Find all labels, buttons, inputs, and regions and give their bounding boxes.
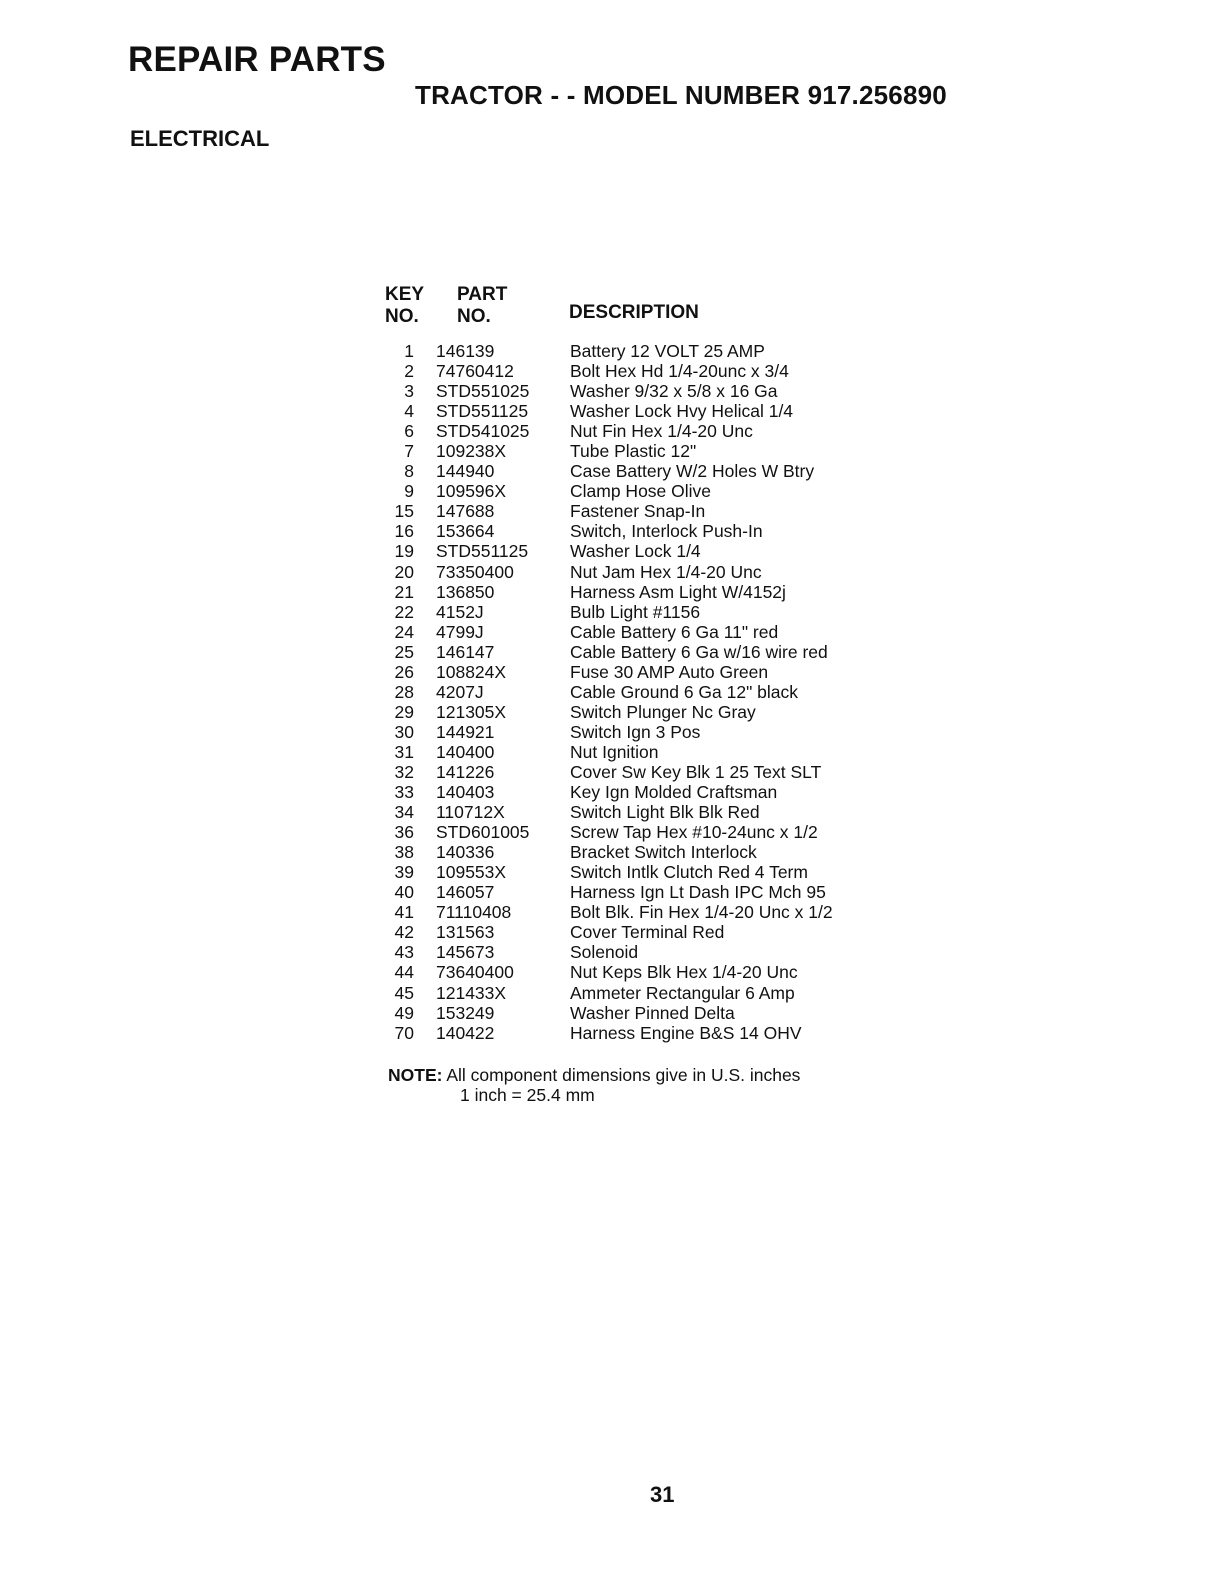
table-row bbox=[380, 1023, 900, 1043]
key-no: 39 bbox=[394, 862, 414, 883]
key-no: 15 bbox=[394, 501, 414, 522]
part-no: 110712X bbox=[436, 802, 505, 823]
table-row bbox=[380, 582, 900, 602]
part-description: Nut Jam Hex 1/4-20 Unc bbox=[570, 561, 762, 582]
part-no: STD541025 bbox=[436, 421, 530, 442]
note bbox=[388, 1065, 800, 1085]
key-no: 28 bbox=[394, 681, 414, 702]
key-no: 31 bbox=[394, 741, 414, 762]
table-row bbox=[380, 983, 900, 1003]
table-row bbox=[380, 882, 900, 902]
part-description: Cover Terminal Red bbox=[570, 922, 725, 943]
table-row bbox=[380, 642, 900, 662]
key-no: 49 bbox=[394, 1002, 414, 1023]
part-description: Solenoid bbox=[570, 942, 639, 963]
table-row bbox=[380, 521, 900, 541]
table-row bbox=[380, 862, 900, 882]
table-row bbox=[380, 942, 900, 962]
table-row bbox=[380, 441, 900, 461]
key-header-line2: NO. bbox=[385, 306, 419, 327]
part-no: STD601005 bbox=[436, 822, 530, 843]
part-description: Nut Ignition bbox=[570, 741, 659, 762]
key-no: 25 bbox=[394, 641, 414, 662]
key-no-header bbox=[385, 284, 424, 328]
table-row bbox=[380, 902, 900, 922]
description-header: DESCRIPTION bbox=[569, 302, 699, 323]
table-row bbox=[380, 842, 900, 862]
key-no: 70 bbox=[394, 1022, 414, 1043]
key-no: 3 bbox=[404, 381, 414, 402]
key-no: 33 bbox=[394, 782, 414, 803]
part-no: 121433X bbox=[436, 982, 507, 1003]
part-description: Switch Intlk Clutch Red 4 Term bbox=[570, 862, 808, 883]
part-no: STD551125 bbox=[436, 401, 529, 422]
part-description: Bolt Hex Hd 1/4-20unc x 3/4 bbox=[570, 361, 789, 382]
part-no: STD551125 bbox=[436, 541, 529, 562]
part-no: 71110408 bbox=[436, 902, 512, 923]
key-no: 8 bbox=[404, 461, 414, 482]
table-row bbox=[380, 822, 900, 842]
parts-list bbox=[380, 341, 900, 1043]
table-row bbox=[380, 782, 900, 802]
table-row bbox=[380, 962, 900, 982]
part-description: Cable Battery 6 Ga 11" red bbox=[570, 621, 779, 642]
part-no: 73640400 bbox=[436, 962, 514, 983]
part-no: 146147 bbox=[436, 641, 495, 662]
model-title: TRACTOR - - MODEL NUMBER 917.256890 bbox=[415, 80, 947, 110]
part-header-line1: PART bbox=[457, 284, 508, 305]
key-no: 38 bbox=[394, 842, 414, 863]
part-description: Bulb Light #1156 bbox=[570, 601, 701, 622]
part-description: Washer Lock Hvy Helical 1/4 bbox=[570, 401, 794, 422]
key-no: 19 bbox=[394, 541, 414, 562]
key-no: 40 bbox=[394, 882, 414, 903]
part-description: Cable Ground 6 Ga 12" black bbox=[570, 681, 799, 702]
part-description: Switch, Interlock Push-In bbox=[570, 521, 763, 542]
part-description: Nut Fin Hex 1/4-20 Unc bbox=[570, 421, 753, 442]
part-description: Bracket Switch Interlock bbox=[570, 842, 757, 863]
key-no: 6 bbox=[404, 421, 414, 442]
part-description: Harness Engine B&S 14 OHV bbox=[570, 1022, 802, 1043]
table-row bbox=[380, 401, 900, 421]
part-no: 144921 bbox=[436, 721, 495, 742]
table-row bbox=[380, 922, 900, 942]
part-description: Switch Ign 3 Pos bbox=[570, 721, 701, 742]
page-title: REPAIR PARTS bbox=[128, 40, 386, 79]
table-row bbox=[380, 381, 900, 401]
part-no: 4152J bbox=[436, 601, 484, 622]
key-no: 20 bbox=[394, 561, 414, 582]
part-no: 146139 bbox=[436, 341, 495, 361]
table-row bbox=[380, 702, 900, 722]
part-no: 140336 bbox=[436, 842, 495, 863]
part-no: 144940 bbox=[436, 461, 495, 482]
part-description: Screw Tap Hex #10-24unc x 1/2 bbox=[570, 822, 818, 843]
table-row bbox=[380, 682, 900, 702]
part-no: 140422 bbox=[436, 1022, 495, 1043]
part-no: 141226 bbox=[436, 761, 495, 782]
key-no: 44 bbox=[394, 962, 414, 983]
part-description: Clamp Hose Olive bbox=[570, 481, 712, 502]
key-header-line1: KEY bbox=[385, 284, 425, 305]
part-description: Washer Lock 1/4 bbox=[570, 541, 701, 562]
table-row bbox=[380, 622, 900, 642]
part-description: Harness Asm Light W/4152j bbox=[570, 581, 786, 602]
table-row bbox=[380, 361, 900, 381]
table-row bbox=[380, 501, 900, 521]
part-no: 153249 bbox=[436, 1002, 495, 1023]
part-no: STD551025 bbox=[436, 381, 530, 402]
part-no: 4207J bbox=[436, 681, 484, 702]
part-no: 147688 bbox=[436, 501, 495, 522]
key-no: 24 bbox=[394, 621, 414, 642]
part-description: Fastener Snap-In bbox=[570, 501, 706, 522]
key-no: 4 bbox=[404, 401, 414, 422]
note-text: All component dimensions give in U.S. inches bbox=[446, 1065, 801, 1085]
table-row bbox=[380, 802, 900, 822]
part-no: 121305X bbox=[436, 701, 507, 722]
part-no: 146057 bbox=[436, 882, 495, 903]
table-row bbox=[380, 562, 900, 582]
part-no: 145673 bbox=[436, 942, 495, 963]
table-row bbox=[380, 341, 900, 361]
part-description: Bolt Blk. Fin Hex 1/4-20 Unc x 1/2 bbox=[570, 902, 833, 923]
table-row bbox=[380, 1003, 900, 1023]
part-description: Harness Ign Lt Dash IPC Mch 95 bbox=[570, 882, 826, 903]
part-no: 109238X bbox=[436, 441, 507, 462]
key-no: 45 bbox=[394, 982, 414, 1003]
part-description: Washer 9/32 x 5/8 x 16 Ga bbox=[570, 381, 778, 402]
part-description: Ammeter Rectangular 6 Amp bbox=[570, 982, 795, 1003]
part-no: 140403 bbox=[436, 782, 495, 803]
note-label: NOTE: bbox=[388, 1065, 443, 1085]
key-no: 1 bbox=[404, 341, 414, 361]
page-number: 31 bbox=[650, 1482, 675, 1507]
part-description: Battery 12 VOLT 25 AMP bbox=[570, 341, 765, 361]
part-no: 74760412 bbox=[436, 361, 514, 382]
part-description: Case Battery W/2 Holes W Btry bbox=[570, 461, 815, 482]
table-row bbox=[380, 461, 900, 481]
table-row bbox=[380, 722, 900, 742]
key-no: 9 bbox=[404, 481, 414, 502]
key-no: 7 bbox=[404, 441, 414, 462]
table-row bbox=[380, 762, 900, 782]
part-no: 73350400 bbox=[436, 561, 514, 582]
part-description: Cover Sw Key Blk 1 25 Text SLT bbox=[570, 761, 822, 782]
part-description: Switch Light Blk Blk Red bbox=[570, 802, 760, 823]
part-header-line2: NO. bbox=[457, 306, 491, 327]
key-no: 41 bbox=[394, 902, 414, 923]
key-no: 2 bbox=[404, 361, 414, 382]
part-description: Washer Pinned Delta bbox=[570, 1002, 735, 1023]
part-no: 109553X bbox=[436, 862, 507, 883]
part-description: Nut Keps Blk Hex 1/4-20 Unc bbox=[570, 962, 798, 983]
part-no: 136850 bbox=[436, 581, 495, 602]
key-no: 29 bbox=[394, 701, 414, 722]
part-description: Cable Battery 6 Ga w/16 wire red bbox=[570, 641, 828, 662]
key-no: 32 bbox=[394, 761, 414, 782]
part-no: 140400 bbox=[436, 741, 495, 762]
table-row bbox=[380, 421, 900, 441]
key-no: 22 bbox=[394, 601, 414, 622]
key-no: 36 bbox=[394, 822, 414, 843]
part-no: 108824X bbox=[436, 661, 507, 682]
table-row bbox=[380, 742, 900, 762]
table-row bbox=[380, 662, 900, 682]
part-no-header bbox=[457, 284, 507, 328]
table-row bbox=[380, 541, 900, 561]
section-title: ELECTRICAL bbox=[130, 126, 270, 151]
note-conversion: 1 inch = 25.4 mm bbox=[460, 1085, 595, 1105]
table-row bbox=[380, 481, 900, 501]
key-no: 21 bbox=[394, 581, 414, 602]
part-description: Key Ign Molded Craftsman bbox=[570, 782, 778, 803]
key-no: 42 bbox=[394, 922, 414, 943]
table-row bbox=[380, 602, 900, 622]
part-description: Fuse 30 AMP Auto Green bbox=[570, 661, 769, 682]
key-no: 43 bbox=[394, 942, 414, 963]
key-no: 34 bbox=[394, 802, 414, 823]
part-description: Tube Plastic 12" bbox=[570, 441, 697, 462]
part-description: Switch Plunger Nc Gray bbox=[570, 701, 756, 722]
key-no: 26 bbox=[394, 661, 414, 682]
part-no: 131563 bbox=[436, 922, 495, 943]
part-no: 4799J bbox=[436, 621, 484, 642]
part-no: 153664 bbox=[436, 521, 495, 542]
key-no: 16 bbox=[394, 521, 414, 542]
part-no: 109596X bbox=[436, 481, 507, 502]
key-no: 30 bbox=[394, 721, 414, 742]
